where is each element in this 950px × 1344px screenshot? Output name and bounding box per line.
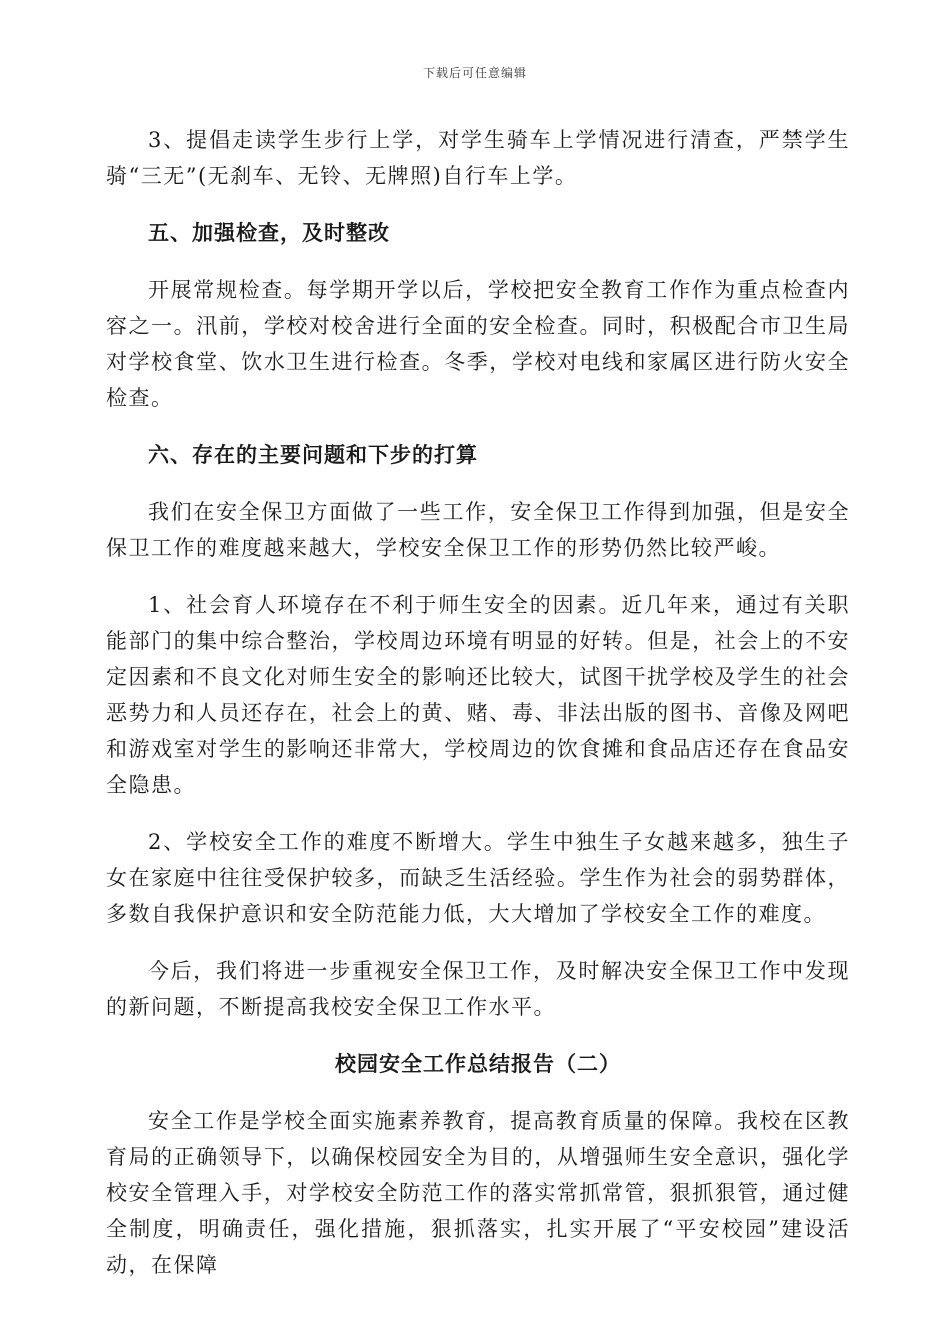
section-heading-6: 六、存在的主要问题和下步的打算 (148, 442, 478, 467)
spacer (106, 473, 850, 494)
spacer (106, 1025, 850, 1046)
paragraph-intro: 安全工作是学校全面实施素养教育，提高教育质量的保障。我校在区教育局的正确领导下，以确保校园安全为目的，从增强师生安全意识，强化学校安全管理入手，对学校安全防范工作的落实常抓常管，狠抓狠管，通过健全制度，明确责任，强化措施，狠抓落实，扎实开展了“平安校园”建设活动，在保障 (106, 1109, 850, 1277)
paragraph-plan: 今后，我们将进一步重视安全保卫工作，及时解决安全保卫工作中发现的新问题，不断提高我校安全保卫工作水平。 (106, 959, 850, 1019)
paragraph-inspection: 开展常规检查。每学期开学以后，学校把安全教育工作作为重点检查内容之一。汛前，学校对校舍进行全面的安全检查。同时，积极配合市卫生局对学校食堂、饮水卫生进行检查。冬季，学校对电线和家属区进行防火安全检查。 (106, 278, 850, 410)
section-heading-5: 五、加强检查，及时整改 (148, 220, 390, 245)
spacer (106, 1082, 850, 1103)
document-body (106, 122, 850, 1283)
paragraph-overview: 我们在安全保卫方面做了一些工作，安全保卫工作得到加强，但是安全保卫工作的难度越来越大，学校安全保卫工作的形势仍然比较严峻。 (106, 500, 850, 560)
paragraph-item-3: 3、提倡走读学生步行上学，对学生骑车上学情况进行清查，严禁学生骑“三无”(无刹车、无铃、无牌照)自行车上学。 (106, 128, 850, 188)
header-note: 下载后可任意编辑 (422, 66, 527, 80)
spacer (106, 194, 850, 215)
paragraph-problem-2: 2、学校安全工作的难度不断增大。学生中独生子女越来越多，独生子女在家庭中往往受保护较多，而缺乏生活经验。学生作为社会的弱势群体，多数自我保护意识和安全防范能力低，大大增加了学校安全工作的难度。 (106, 830, 850, 926)
spacer (106, 416, 850, 437)
spacer (106, 932, 850, 953)
report-title: 校园安全工作总结报告（二） (335, 1051, 621, 1076)
spacer (106, 251, 850, 272)
paragraph-problem-1: 1、社会育人环境存在不利于师生安全的因素。近几年来，通过有关职能部门的集中综合整治，学校周边环境有明显的好转。但是，社会上的不安定因素和不良文化对师生安全的影响还比较大，试图干扰学校及学生的社会恶势力和人员还存在，社会上的黄、赌、毒、非法出版的图书、音像及网吧和游戏室对学生的影响还非常大，学校周边的饮食摊和食品店还存在食品安全隐患。 (106, 593, 850, 797)
spacer (106, 566, 850, 587)
spacer (106, 803, 850, 824)
